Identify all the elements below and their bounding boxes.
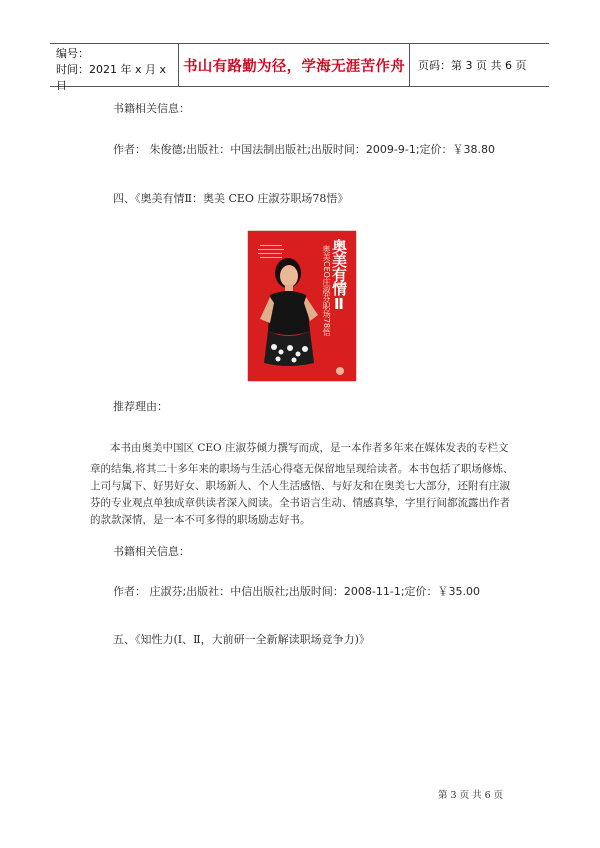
cover-title: 奥美有情Ⅱ — [330, 239, 348, 312]
book4-description-line1: 本书由奥美中国区 CEO 庄淑芬倾力撰写而成，是一本作者多年来在媒体发表的专栏文 — [110, 442, 509, 454]
header-motto: 书山有路勤为径，学海无涯苦作舟 — [179, 44, 410, 86]
page-header — [50, 43, 549, 92]
book5-heading: 五、《知性力(Ⅰ、Ⅱ，大前研一全新解读职场竞争力)》 — [113, 633, 370, 646]
book-cover-image — [248, 231, 356, 381]
book4-reason-label: 推荐理由： — [113, 400, 168, 413]
header-meta — [50, 44, 179, 92]
book4-heading: 四、《奥美有情Ⅱ：奥美 CEO 庄淑芬职场78悟》 — [113, 192, 349, 205]
book4-description-rest: 章的结集,将其二十多年来的职场与生活心得毫无保留地呈现给读者。本书包括了职场修炼、上司与属下、好男好女、职场新人、个人生活感悟、与好友和在奥美七大部分，还附有庄淑芬的专业观点单独成章供读者深入阅读。全书语言生动、情感真挚，字里行间都流露出作者的款款深情，是一本不可多得的职场励志好书。 — [90, 463, 514, 526]
page-footer: 第 3 页 共 6 页 — [438, 790, 504, 801]
cover-subtitle: 奥美CEO庄淑芬职场78悟 — [322, 245, 331, 337]
book4-info-label: 书籍相关信息： — [113, 102, 190, 115]
book4-description — [90, 440, 520, 529]
header-time-label: 时间：2021 年 x 月 x 日 — [56, 63, 166, 92]
book5-meta: 作者： 庄淑芬;出版社：中信出版社;出版时间：2008-11-1;定价：￥35.00 — [113, 585, 481, 598]
book4-meta: 作者： 朱俊德;出版社：中国法制出版社;出版时间：2009-9-1;定价：￥38.80 — [113, 143, 496, 156]
header-number-label: 编号： — [56, 47, 89, 60]
header-page-info: 页码：第 3 页 共 6 页 — [418, 59, 527, 72]
book5-info-label: 书籍相关信息： — [113, 545, 190, 558]
